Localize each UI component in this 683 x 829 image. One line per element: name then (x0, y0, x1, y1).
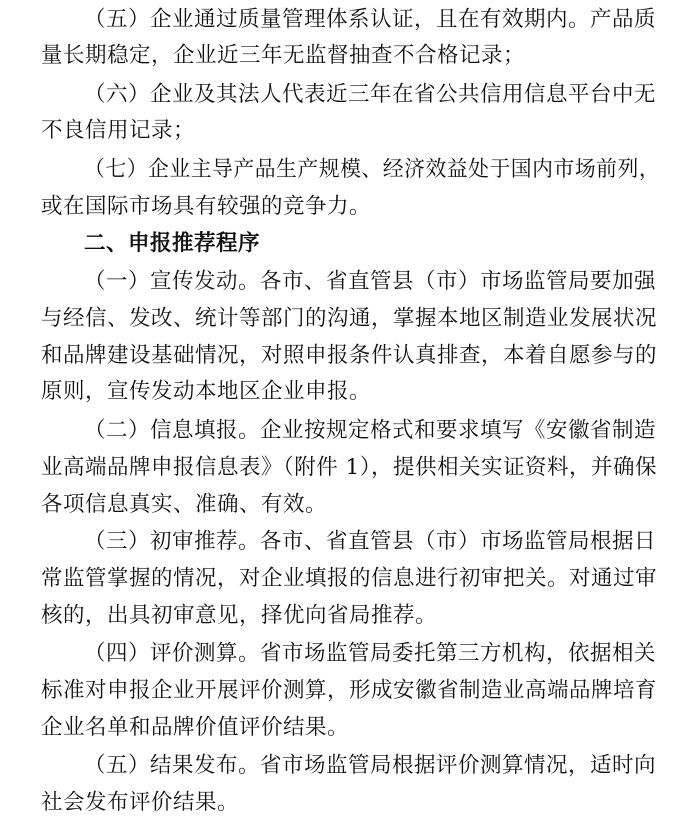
paragraph-line: 常监管掌握的情况，对企业填报的信息进行初审把关。对通过审 (41, 566, 658, 591)
paragraph-line: 社会发布评价结果。 (41, 790, 240, 815)
paragraph-line: 不良信用记录； (41, 118, 196, 143)
paragraph-line: （五）企业通过质量管理体系认证，且在有效期内。产品质 (84, 7, 657, 32)
paragraph-line: 企业名单和品牌价值评价结果。 (41, 715, 350, 740)
section-heading: 二、申报推荐程序 (84, 231, 261, 256)
paragraph-line: 核的，出具初审意见，择优向省局推荐。 (41, 603, 438, 628)
paragraph-line: 各项信息真实、准确、有效。 (41, 492, 328, 517)
paragraph-line: 业高端品牌申报信息表》（附件 1），提供相关实证资料，并确保 (41, 455, 658, 480)
paragraph-line: （四）评价测算。省市场监管局委托第三方机构，依据相关 (84, 641, 657, 666)
paragraph-line: （六）企业及其法人代表近三年在省公共信用信息平台中无 (84, 82, 657, 107)
paragraph-line: 标准对申报企业开展评价测算，形成安徽省制造业高端品牌培育 (41, 678, 658, 703)
paragraph-line: 和品牌建设基础情况，对照申报条件认真排查，本着自愿参与的 (41, 343, 658, 368)
paragraph-line: 量长期稳定，企业近三年无监督抽查不合格记录； (41, 43, 526, 68)
paragraph-line: 与经信、发改、统计等部门的沟通，掌握本地区制造业发展状况 (41, 306, 658, 331)
paragraph-line: 原则，宣传发动本地区企业申报。 (41, 379, 372, 404)
paragraph-line: （五）结果发布。省市场监管局根据评价测算情况，适时向 (84, 753, 657, 778)
paragraph-line: （三）初审推荐。各市、省直管县（市）市场监管局根据日 (84, 529, 657, 554)
paragraph-line: （七）企业主导产品生产规模、经济效益处于国内市场前列， (84, 157, 661, 182)
paragraph-line: （二）信息填报。企业按规定格式和要求填写《安徽省制造 (84, 418, 657, 443)
paragraph-line: 或在国际市场具有较强的竞争力。 (41, 194, 372, 219)
paragraph-line: （一）宣传发动。各市、省直管县（市）市场监管局要加强 (84, 269, 657, 294)
